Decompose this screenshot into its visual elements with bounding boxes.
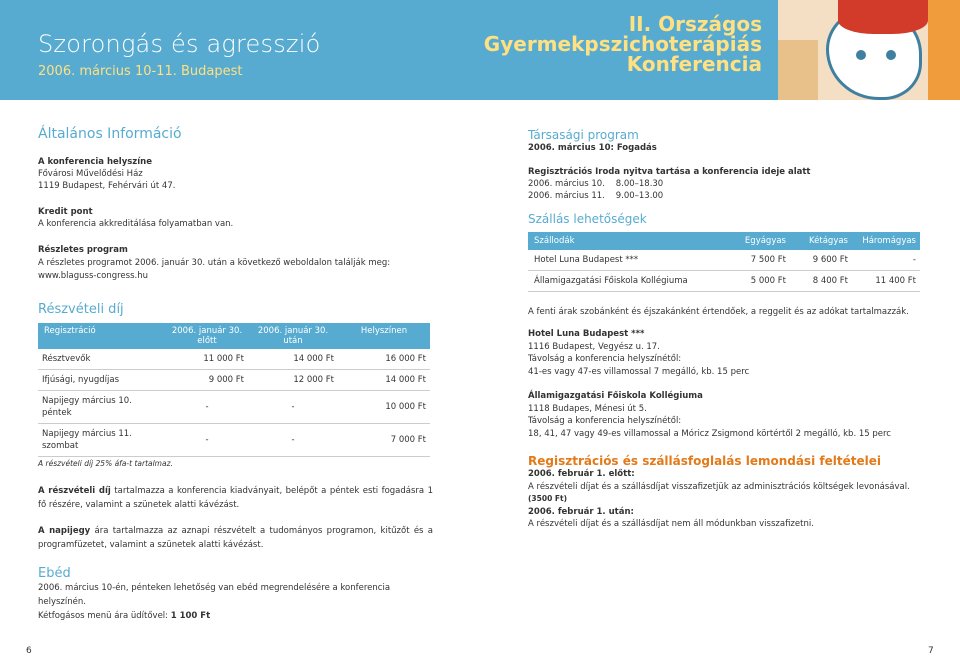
event-date: 2006. március 10-11. Budapest [38, 64, 243, 79]
table-row: Ifjúsági, nyugdíjas 9 000 Ft 12 000 Ft 14 000 Ft [38, 370, 430, 391]
table-row: Hotel Luna Budapest *** 7 500 Ft 9 600 Ft - [528, 250, 920, 271]
table-row: Napijegy március 10. péntek - - 10 000 Ft [38, 391, 430, 424]
page-number-left: 6 [26, 646, 32, 656]
lunch-title: Ebéd [38, 566, 71, 581]
fee-description: A részvételi díj tartalmazza a konferencia kiadványait, belépőt a péntek esti fogadásra 1 fő részére, valamint a szünetek alatti kávézást. [38, 486, 433, 510]
social-program-title: Társasági program [528, 128, 639, 142]
social-program-date: 2006. március 10: Fogadás [528, 143, 657, 153]
hotel-table-header: Szállodák Egyágyas Kétágyas Háromágyas [528, 232, 920, 250]
program-block: Részletes program A részletes programot 2006. január 30. után a következő weboldalon találják meg: www.blaguss-congress.hu [38, 244, 433, 282]
right-column [528, 128, 920, 531]
fee-title: Részvételi díj [38, 302, 124, 317]
cancellation-title: Regisztrációs és szállásfoglalás lemondási feltételei [528, 454, 881, 468]
table-row: Napijegy március 11. szombat - - 7 000 Ft [38, 424, 430, 457]
registration-hours: Regisztrációs Iroda nyitva tartása a konferencia ideje alatt 2006. március 10. 8.00–18.30 2006. március 11. 9.00–13.00 [528, 167, 811, 201]
event-title: Szorongás és agresszió [38, 30, 321, 58]
venue-block: A konferencia helyszíne Fővárosi Művelődési Ház 1119 Budapest, Fehérvári út 47. [38, 157, 176, 191]
general-info-title: Általános Információ [38, 126, 182, 142]
table-row: Résztvevők 11 000 Ft 14 000 Ft 16 000 Ft [38, 349, 430, 370]
conference-title: II. Országos Gyermekpszichoterápiás Konferencia [483, 12, 762, 76]
fee-vat-note: A részvételi díj 25% áfa-t tartalmaz. [38, 459, 173, 468]
cancellation-block: 2006. február 1. előtt: A részvételi díjat és a szállásdíjat visszafizetjük az adminisztrációs költségek levonásával. (3500 Ft) 2006. február 1. után: A részvételi díjat és a szállásdíjat nem áll módunkban visszafizetni. [528, 469, 910, 529]
accommodation-title: Szállás lehetőségek [528, 212, 647, 226]
fee-table [38, 323, 430, 457]
credit-block: Kredit pont A konferencia akkreditálása folyamatban van. [38, 207, 234, 229]
table-row: Államigazgatási Főiskola Kollégiuma 5 000 Ft 8 400 Ft 11 400 Ft [528, 271, 920, 292]
fee-table-header: Regisztráció 2006. január 30. előtt 2006. január 30. után Helyszínen [38, 323, 430, 349]
college-block: Államigazgatási Főiskola Kollégiuma 1118 Budapes, Ménesi út 5. Távolság a konferencia helyszínétől: 18, 41, 47 vagy 49-es villamossal a Móricz Zsigmond körtértől 2 megálló, kb. 15 perc [528, 391, 891, 439]
program-link[interactable]: www.blaguss-congress.hu [38, 271, 148, 281]
lunch-block: 2006. március 10-én, pénteken lehetőség van ebéd megrendelésére a konferencia helyszínén. Kétfogásos menü ára üdítővel: 1 100 Ft [38, 583, 391, 621]
left-column [38, 126, 433, 623]
daily-ticket-description: A napijegy ára tartalmazza az aznapi részvételt a tudományos programon, kitűzőt és a programfüzetet, valamint a szünetek alatti kávézást. [38, 526, 433, 550]
hotel-table [528, 232, 920, 292]
prices-note: A fenti árak szobánként és éjszakánként értendőek, a reggelit és az adókat tartalmazzák. [528, 307, 909, 317]
page-number-right: 7 [928, 646, 934, 656]
hotel-luna-block: Hotel Luna Budapest *** 1116 Budapest, Vegyész u. 17. Távolság a konferencia helyszínétől: 41-es vagy 47-es villamossal 7 megálló, kb. 15 perc [528, 329, 750, 377]
illustration-image [778, 0, 960, 100]
